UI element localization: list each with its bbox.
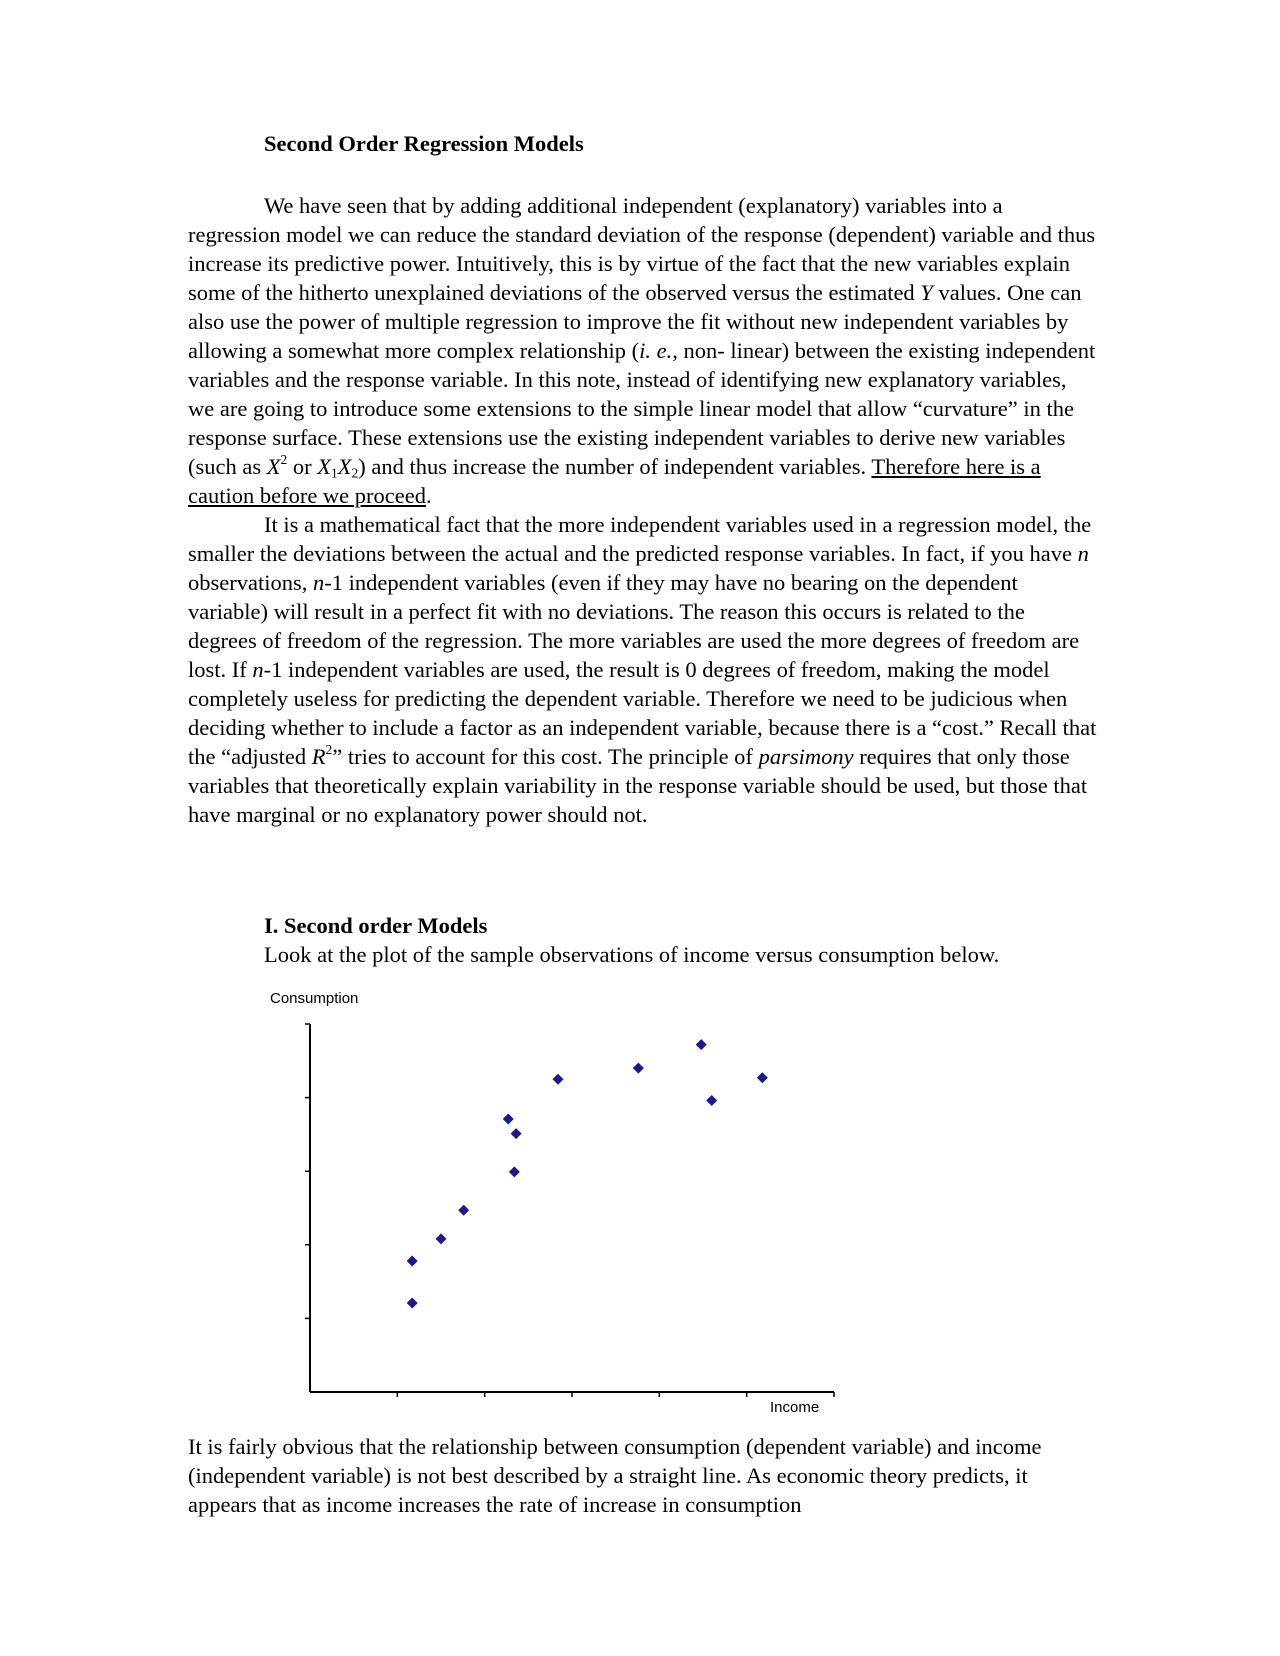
data-point (458, 1205, 469, 1216)
chart-ticks (305, 1024, 834, 1397)
x-axis-label: Income (770, 1399, 820, 1416)
document-title: Second Order Regression Models (264, 131, 584, 156)
data-point (503, 1113, 514, 1124)
paragraph-closing: It is fairly obvious that the relationship between consumption (dependent variable) and income (independent variable) is not best described by a straight line. As economic theory predicts, it appears that as income increases the rate of increase in consumption (188, 1434, 1042, 1517)
data-point (509, 1166, 520, 1177)
section-heading: I. Second order Models (264, 913, 488, 938)
data-point (553, 1074, 564, 1085)
data-point (706, 1095, 717, 1106)
chart-axes (310, 1024, 834, 1392)
data-point (407, 1255, 418, 1266)
data-point (407, 1297, 418, 1308)
paragraph-degrees-of-freedom: It is a mathematical fact that the more independent variables used in a regression model, the smaller the deviations between the actual and the predicted response variables. In fact, if you have n observations, n-1 independent variables (even if they may have no bearing on the dependent variable) will result in a perfect fit with no deviations. The reason this occurs is related to the degrees of freedom of the regression. The more variables are used the more degrees of freedom are lost. If n-1 independent variables are used, the result is 0 degrees of freedom, making the model completely useless for predicting the dependent variable. Therefore we need to be judicious when deciding whether to include a factor as an independent variable, because there is a “cost.” Recall that the “adjusted $R^2$” tries to account for this cost. The principle of parsimony requires that only those variables that theoretically explain variability in the response variable should be used, but those that have marginal or no explanatory power should not. (188, 512, 1097, 827)
data-point (436, 1233, 447, 1244)
data-point (633, 1063, 644, 1074)
data-point (696, 1039, 707, 1050)
section-intro-text: Look at the plot of the sample observations of income versus consumption below. (264, 942, 1000, 967)
data-point (757, 1072, 768, 1083)
caution-text: Therefore here is a caution before we proceed (188, 454, 1041, 508)
paragraph-intro: We have seen that by adding additional independent (explanatory) variables into a regression model we can reduce the standard deviation of the response (dependent) variable and thus increase its predictive power. Intuitively, this is by virtue of the fact that the new variables explain some of the hitherto unexplained deviations of the observed versus the estimated Y values. One can also use the power of multiple regression to improve the fit without new independent variables by allowing a somewhat more complex relationship (i. e., non- linear) between the existing independent variables and the response variable. In this note, instead of identifying new explanatory variables, we are going to introduce some extensions to the simple linear model that allow “curvature” in the response surface. These extensions use the existing independent variables to derive new variables (such as $X^2$ or $X_1X_2$) and thus increase the number of independent variables. Therefore here is a caution before we proceed. (188, 193, 1096, 508)
chart-points (407, 1039, 768, 1308)
data-point (511, 1128, 522, 1139)
y-axis-label: Consumption (270, 990, 359, 1007)
